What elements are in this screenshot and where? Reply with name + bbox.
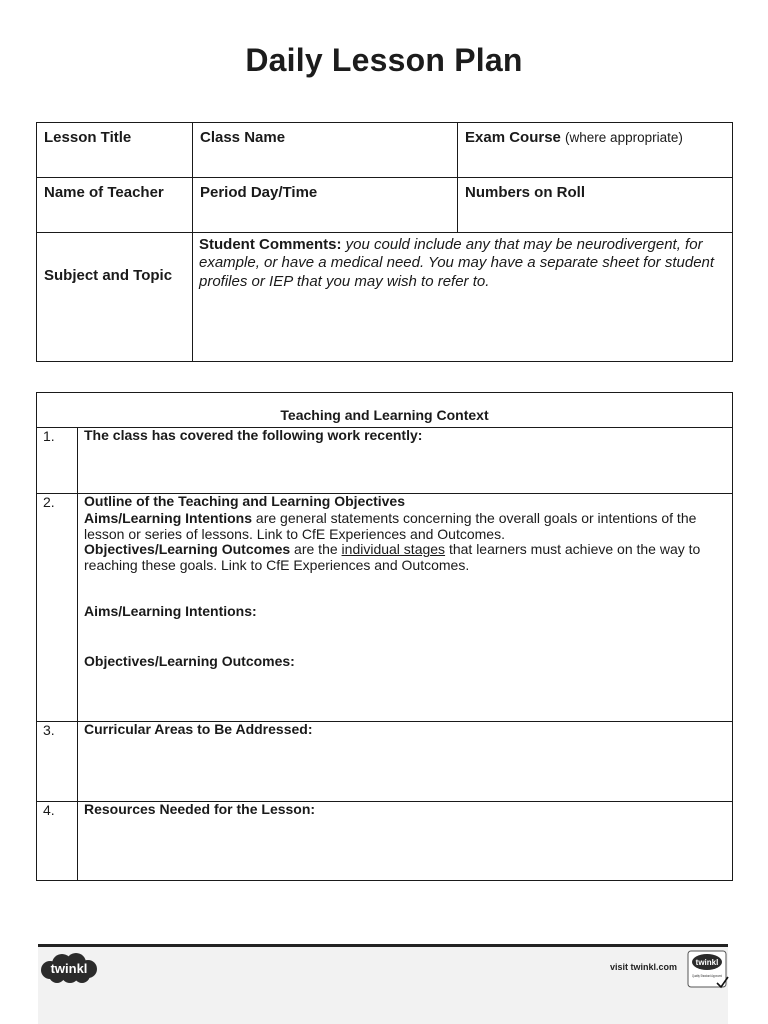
exam-course-note: (where appropriate) <box>565 130 683 145</box>
objectives-outline-heading: Outline of the Teaching and Learning Objectives <box>84 493 406 509</box>
objectives-field-label: Objectives/Learning Outcomes: <box>84 652 295 669</box>
objectives-description: Objectives/Learning Outcomes are the individual stages that learners must achieve on the way to reaching these goals. Link to CfE Experiences and Outcomes. <box>84 541 701 574</box>
period-cell[interactable] <box>193 178 458 233</box>
student-comments-text: you could include any that may be neurodivergent, for example, or have a medical need. You may have a separate sheet for student profiles or IEP that you may wish to refer to. <box>199 236 715 290</box>
resources-label: Resources Needed for the Lesson: <box>84 801 316 817</box>
lesson-info-table <box>36 122 733 362</box>
subject-topic-cell[interactable] <box>37 233 193 362</box>
roll-numbers-cell[interactable] <box>458 178 733 233</box>
row-number: 2. <box>37 494 78 722</box>
context-heading: Teaching and Learning Context <box>37 393 733 428</box>
class-name-label: Class Name <box>200 129 286 146</box>
period-label: Period Day/Time <box>200 184 318 201</box>
teaching-context-table <box>36 392 733 881</box>
row-number: 1. <box>37 428 78 494</box>
aims-field-label: Aims/Learning Intentions: <box>84 603 257 620</box>
recent-work-cell[interactable] <box>78 428 733 494</box>
class-name-cell[interactable] <box>193 123 458 178</box>
lesson-title-cell[interactable] <box>37 123 193 178</box>
footer-band <box>38 947 728 1024</box>
visit-website-link[interactable]: visit twinkl.com <box>610 962 678 972</box>
row-number: 4. <box>37 802 78 881</box>
aims-description: Aims/Learning Intentions are general statements concerning the overall goals or intentions of the lesson or series of lessons. Link to CfE Experiences and Outcomes. <box>84 509 697 542</box>
svg-text:twinkl: twinkl <box>695 958 719 967</box>
curricular-areas-label: Curricular Areas to Be Addressed: <box>84 721 313 737</box>
page-title: Daily Lesson Plan <box>245 42 523 78</box>
student-comments-cell[interactable] <box>193 233 733 362</box>
curricular-areas-cell[interactable] <box>78 722 733 802</box>
svg-text:Quality Standard Approved: Quality Standard Approved <box>692 973 722 978</box>
resources-cell[interactable] <box>78 802 733 881</box>
subject-topic-label: Subject and Topic <box>44 267 173 284</box>
objectives-cell[interactable] <box>78 494 733 722</box>
recent-work-label: The class has covered the following work recently: <box>84 427 423 443</box>
svg-text:twinkl: twinkl <box>50 961 88 976</box>
teacher-name-cell[interactable] <box>37 178 193 233</box>
exam-course-cell[interactable] <box>458 123 733 178</box>
exam-course-label: Exam Course <box>465 129 561 146</box>
row-number: 3. <box>37 722 78 802</box>
teacher-name-label: Name of Teacher <box>44 184 164 201</box>
quality-standard-badge <box>687 950 729 990</box>
student-comments-label: Student Comments: <box>199 236 342 253</box>
roll-numbers-label: Numbers on Roll <box>465 184 586 201</box>
lesson-title-label: Lesson Title <box>44 129 132 146</box>
twinkl-logo[interactable] <box>40 952 98 984</box>
